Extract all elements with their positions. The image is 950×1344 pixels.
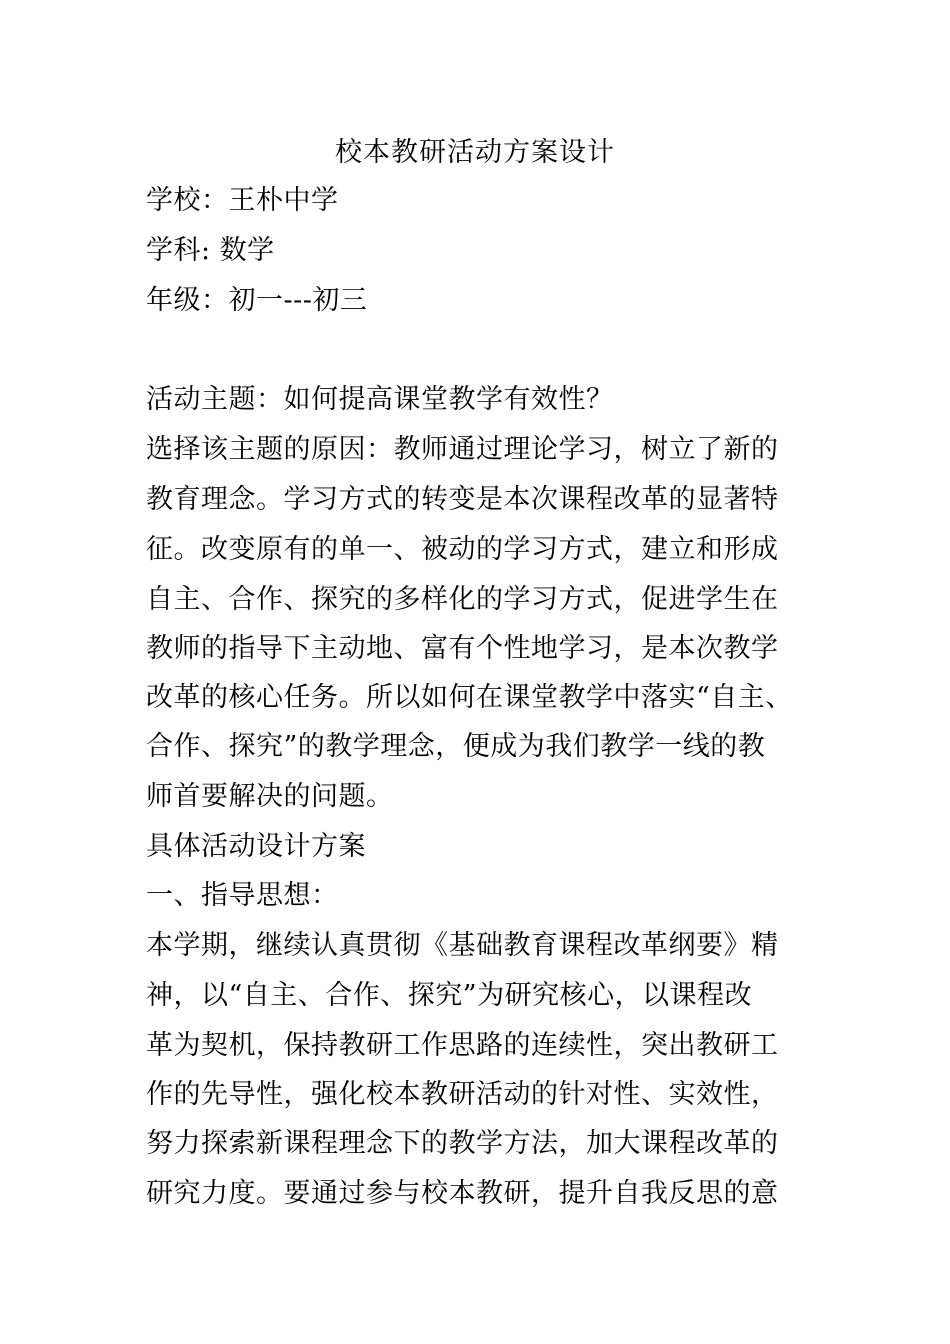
grade-line: 年级：初一---初三: [146, 285, 368, 316]
reason-line: 合作、探究”的教学理念，便成为我们教学一线的教: [146, 731, 766, 762]
reason-line: 师首要解决的问题。: [146, 781, 394, 812]
section-body-line: 本学期，继续认真贯彻《基础教育课程改革纲要》精: [146, 930, 779, 961]
school-line: 学校：王朴中学: [146, 185, 339, 216]
reason-line: 征。改变原有的单一、被动的学习方式，建立和形成: [146, 534, 779, 565]
plan-heading: 具体活动设计方案: [146, 831, 366, 862]
section-body-line: 研究力度。要通过参与校本教研，提升自我反思的意: [146, 1178, 779, 1209]
theme-line: 活动主题：如何提高课堂教学有效性？: [146, 384, 614, 415]
reason-line: 教育理念。学习方式的转变是本次课程改革的显著特: [146, 484, 779, 515]
section-body-line: 作的先导性，强化校本教研活动的针对性、实效性，: [146, 1079, 779, 1110]
reason-line: 选择该主题的原因：教师通过理论学习，树立了新的: [146, 434, 779, 465]
section-body-line: 神，以“自主、合作、探究”为研究核心，以课程改: [146, 980, 753, 1011]
reason-line: 教师的指导下主动地、富有个性地学习，是本次教学: [146, 633, 779, 664]
section-body-line: 革为契机，保持教研工作思路的连续性，突出教研工: [146, 1030, 779, 1061]
section-body-line: 努力探索新课程理念下的教学方法，加大课程改革的: [146, 1128, 779, 1159]
document-title: 校本教研活动方案设计: [335, 137, 615, 168]
reason-line: 改革的核心任务。所以如何在课堂教学中落实“自主、: [146, 682, 793, 713]
subject-line: 学科: 数学: [146, 235, 275, 266]
section-heading: 一、指导思想：: [146, 880, 339, 911]
reason-line: 自主、合作、探究的多样化的学习方式，促进学生在: [146, 584, 779, 615]
